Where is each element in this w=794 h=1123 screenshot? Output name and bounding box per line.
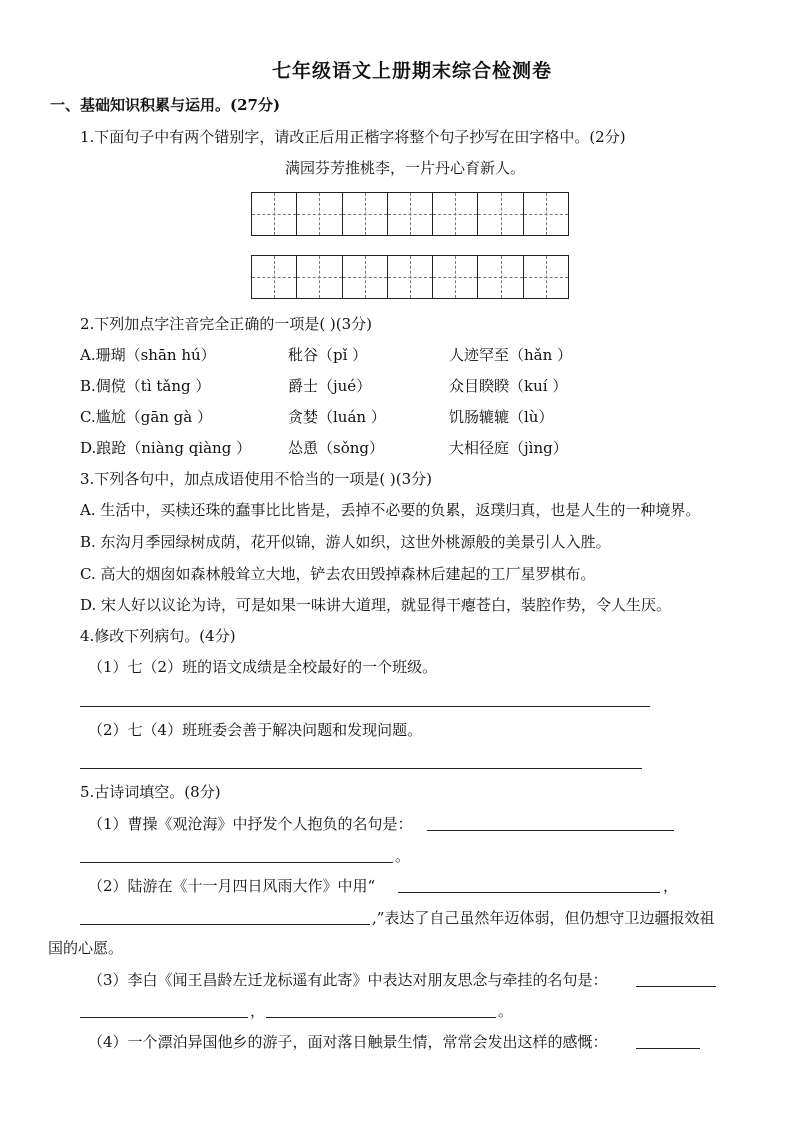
answer-line[interactable] xyxy=(80,706,650,707)
answer-blank[interactable] xyxy=(266,1017,496,1018)
q5-item-2: （2）陆游在《十一月四日风雨大作》中用“ xyxy=(88,877,376,895)
answer-blank[interactable] xyxy=(80,1017,248,1018)
q4-item-1: （1）七（2）班的语文成绩是全校最好的一个班级。 xyxy=(88,658,438,676)
grid-cell[interactable] xyxy=(433,193,478,235)
answer-blank[interactable] xyxy=(427,830,674,831)
q5-item-4: （4）一个漂泊异国他乡的游子，面对落日触景生情，常常会发出这样的感慨： xyxy=(88,1033,608,1051)
q5-item-3: （3）李白《闻王昌龄左迁龙标遥有此寄》中表达对朋友思念与牵挂的名句是： xyxy=(88,971,608,989)
q1-sentence: 满园芬芳推桃李，一片丹心育新人。 xyxy=(285,159,526,177)
q3-option-d: D. 宋人好以议论为诗，可是如果一味讲大道理，就显得干瘪苍白，装腔作势，令人生厌。 xyxy=(80,596,672,614)
page-title: 七年级语文上册期末综合检测卷 xyxy=(272,60,553,82)
q5-item-2-tail: ,”表达了自己虽然年迈体弱，但仍想守卫边疆报效祖 xyxy=(372,909,715,927)
q3-option-c: C. 高大的烟囱如森林般耸立大地，铲去农田毁掉森林后建起的工厂星罗棋布。 xyxy=(80,565,596,583)
q4-item-2: （2）七（4）班班委会善于解决问题和发现问题。 xyxy=(88,721,423,739)
q5-item-2-comma: ， xyxy=(663,877,679,895)
grid-cell[interactable] xyxy=(343,256,388,298)
grid-cell[interactable] xyxy=(478,256,523,298)
grid-cell[interactable] xyxy=(297,193,342,235)
q3-option-b: B. 东沟月季园绿树成荫，花开似锦，游人如织，这世外桃源般的美景引人入胜。 xyxy=(80,533,611,551)
q2-option-c-3: 饥肠辘辘（lù） xyxy=(449,408,554,426)
grid-cell[interactable] xyxy=(478,193,523,235)
grid-cell[interactable] xyxy=(252,256,297,298)
q5-item-3-period: 。 xyxy=(498,1002,514,1020)
q2-option-a-3: 人迹罕至（hǎn ） xyxy=(449,346,573,364)
answer-blank[interactable] xyxy=(80,862,393,863)
q2-option-c-1: C.尴尬（gān gà ） xyxy=(80,408,212,426)
q2-option-c-2: 贪婪（luán ） xyxy=(288,408,386,426)
grid-cell[interactable] xyxy=(433,256,478,298)
grid-cell[interactable] xyxy=(388,193,433,235)
q1-prompt: 1.下面句子中有两个错别字，请改正后用正楷字将整个句子抄写在田字格中。(2分) xyxy=(80,128,626,146)
q2-option-a-2: 秕谷（pǐ ） xyxy=(288,346,368,364)
answer-blank[interactable] xyxy=(80,924,370,925)
q3-prompt: 3.下列各句中，加点成语使用不恰当的一项是( )(3分) xyxy=(80,470,433,488)
answer-blank[interactable] xyxy=(398,892,660,893)
q4-prompt: 4.修改下列病句。(4分) xyxy=(80,627,236,645)
grid-cell[interactable] xyxy=(388,256,433,298)
grid-cell[interactable] xyxy=(252,193,297,235)
q5-item-1-period: 。 xyxy=(395,847,411,865)
q5-prompt: 5.古诗词填空。(8分) xyxy=(80,783,221,801)
answer-line[interactable] xyxy=(80,768,642,769)
writing-grid-row-1[interactable] xyxy=(251,192,569,236)
answer-blank[interactable] xyxy=(636,1048,700,1049)
q3-option-a: A. 生活中，买椟还珠的蠢事比比皆是，丢掉不必要的负累，返璞归真，也是人生的一种境界。 xyxy=(80,501,701,519)
grid-cell[interactable] xyxy=(297,256,342,298)
q2-option-b-1: B.倜傥（tì tǎng ） xyxy=(80,377,211,395)
grid-cell[interactable] xyxy=(343,193,388,235)
answer-blank[interactable] xyxy=(636,986,716,987)
grid-cell[interactable] xyxy=(524,193,569,235)
q5-item-2-cont: 国的心愿。 xyxy=(48,939,124,957)
grid-cell[interactable] xyxy=(524,256,569,298)
q2-option-d-3: 大相径庭（jìng） xyxy=(449,439,568,457)
q5-item-3-comma: ， xyxy=(250,1002,266,1020)
q2-option-a-1: A.珊瑚（shān hú） xyxy=(80,346,216,364)
q2-option-b-3: 众目睽睽（kuí ） xyxy=(449,377,568,395)
q2-option-d-1: D.踉跄（niàng qiàng ） xyxy=(80,439,252,457)
q2-option-b-2: 爵士（jué） xyxy=(288,377,372,395)
q5-item-1: （1）曹操《观沧海》中抒发个人抱负的名句是： xyxy=(88,815,413,833)
writing-grid-row-2[interactable] xyxy=(251,255,569,299)
section-heading: 一、基础知识积累与运用。(27分) xyxy=(50,96,281,114)
q2-option-d-2: 怂恿（sǒng） xyxy=(288,439,384,457)
q2-prompt: 2.下列加点字注音完全正确的一项是( )(3分) xyxy=(80,315,373,333)
